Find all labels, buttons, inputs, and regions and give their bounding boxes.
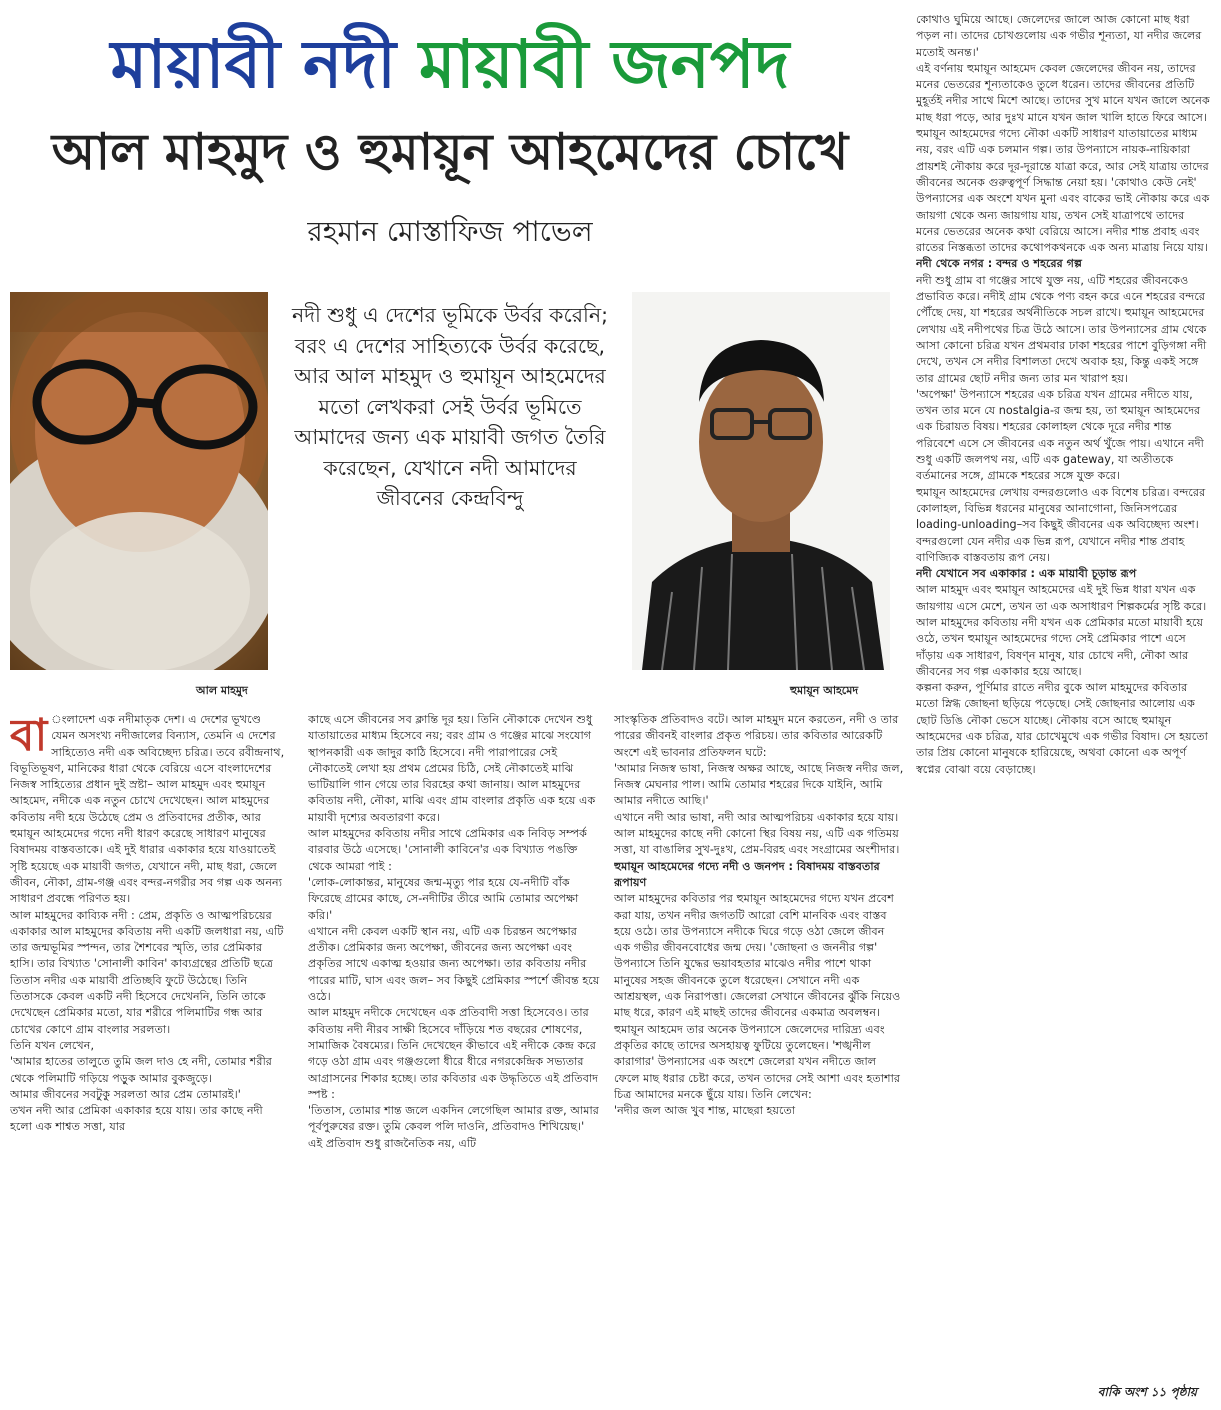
quote: কোথাও ঘুমিয়ে আছে। জেলেদের জালে আজ কোনো মাছ ধরা পড়ল না। তাদের চোখগুলোয় এক গভীর শূন্যতা, যা নদীর জলের মতোই অনন্ত।' [916,13,1202,59]
paragraph: কাছে এসে জীবনের সব ক্লান্তি দূর হয়। তিনি নৌকাকে দেখেন শুধু যাতায়াতের মাধ্যম হিসেবে নয়; বরং গ্রাম ও গঞ্জের মাঝে সংযোগ স্থাপনকারী এক জাদুর কাঠি হিসেবে। নদী পারাপারের সেই নৌকাতেই লেখা হয় প্রথম প্রেমের চিঠি, সেই নৌকাতেই মাঝি ভাটিয়ালি গান গেয়ে তার বিরহের কথা জানায়। আল মাহমুদের কবিতায় নদী, নৌকা, মাঝি এবং গ্রাম বাংলার প্রকৃতি এক হয়ে এক মায়াবী দৃশ্যের অবতারণা করে। [308,713,596,824]
quote: 'আমার হাতের তালুতে তুমি জল দাও হে নদী, তোমার শরীর থেকে পলিমাটি গড়িয়ে পড়ুক আমার বুকজুড়ে। [10,1055,272,1085]
portrait-illustration [10,292,268,670]
section-heading: নদী থেকে নগর : বন্দর ও শহরের গল্প [916,257,1082,271]
paragraph: এখানে নদী কেবল একটি স্থান নয়, এটি এক চিরন্তন অপেক্ষার প্রতীক। প্রেমিকার জন্য অপেক্ষা, জীবনের জন্য অপেক্ষা এবং প্রকৃতির সাথে একাত্ম হওয়ার জন্য অপেক্ষা। তার কবিতায় নদীর পারের মাটি, ঘাস এবং জল– সব কিছুই প্রেমিকার স্পর্শে জীবন্ত হয়ে ওঠে। [308,924,600,1004]
article-column-3 [614,712,904,1382]
al-mahmud-photo [10,292,268,670]
quote: 'নদীর জল আজ খুব শান্ত, মাছেরা হয়তো [614,1104,796,1118]
paragraph: হুমায়ূন আহমেদ তার অনেক উপন্যাসে জেলেদের দারিদ্র্য এবং প্রকৃতির কাছে তাদের অসহায়ত্ব ফুটিয়ে তুলেছেন। 'শঙ্খনীল কারাগার' উপন্যাসের এক অংশে জেলেরা যখন নদীতে জাল ফেলে মাছ ধরার চেষ্টা করে, তখন তাদের সেই আশা এবং হতাশার চিত্র আমাদের মনকে ছুঁয়ে যায়। তিনি লেখেন: [614,1022,901,1101]
paragraph: আল মাহমুদের কবিতার পর হুমায়ূন আহমেদের গদ্যে যখন প্রবেশ করা যায়, তখন নদীর জগতটি আরো বেশি মানবিক এবং বাস্তব হয়ে ওঠে। তার উপন্যাসে নদীকে ঘিরে গড়ে ওঠা জেলে জীবন এক গভীর জীবনবোধের জন্ম দেয়। 'জোছনা ও জননীর গল্প' উপন্যাসে তিনি যুদ্ধের ভয়াবহতার মাঝেও নদীর পাশে থাকা মানুষের সহজ জীবনকে তুলে ধরেছেন। সেখানে নদী এক আশ্রয়স্থল, এক নিরাপত্তা। জেলেরা সেখানে জীবনের ঝুঁকি নিয়েও মাছ ধরে, কারণ এই মাছই তাদের জীবনের একমাত্র অবলম্বন। [614,892,901,1020]
paragraph: তিনি যখন লেখেন, [10,1038,95,1052]
paragraph: এখানে নদী আর ভাষা, নদী আর আত্মপরিচয় একাকার হয়ে যায়। আল মাহমুদের কাছে নদী কোনো স্থির বিষয় নয়, এটি এক গতিময় সত্তা, যা বাঙালির সুখ-দুঃখ, প্রেম-বিরহ এবং সংগ্রামের অংশীদার। [614,810,900,857]
paragraph [10,712,288,908]
article-column-2 [308,712,600,1382]
subheadline: আল মাহমুদ ও হুমায়ূন আহমেদের চোখে [51,123,849,181]
headline-part1: মায়াবী নদী [110,26,397,103]
paragraph: এই প্রতিবাদ শুধু রাজনৈতিক নয়, এটি [308,1136,477,1150]
paragraph: হুমায়ূন আহমেদের গদ্যে নৌকা একটি সাধারণ যাতায়াতের মাধ্যম নয়, বরং এটি এক চলমান গল্প। তার উপন্যাসে নায়ক-নায়িকারা প্রায়শই নৌকায় করে দূর-দূরান্তে যাত্রা করে, আর সেই যাত্রায় তাদের জীবনের অনেক গুরুত্বপূর্ণ সিদ্ধান্ত নেয়া হয়। 'কোথাও কেউ নেই' উপন্যাসের এক অংশে যখন মুনা এবং বাকের ভাই নৌকায় করে এক জায়গা থেকে অন্য জায়গায় যায়, তখন সেই যাত্রাপথে তাদের মনের ভেতরের অনেক কথা বেরিয়ে আসে। নদীর শান্ত প্রবাহ এবং রাতের নিস্তব্ধতা তাদের কথোপকথনকে এক অন্য মাত্রায় নিয়ে যায়। [916,127,1210,255]
quote: 'তিতাস, তোমার শান্ত জলে একদিন লেগেছিল আমার রক্ত, আমার পূর্বপুরুষের রক্ত। তুমি কেবল পলি দাওনি, প্রতিবাদও শিখিয়েছ।' [308,1104,599,1134]
byline: রহমান মোস্তাফিজ পাভেল [307,215,593,248]
article-column-1 [10,712,288,1382]
headline [0,20,900,110]
paragraph: 'অপেক্ষা' উপন্যাসে শহরের এক চরিত্র যখন গ্রামের নদীতে যায়, তখন তার মনে যে nostalgia-র জন্ম হয়, তা হুমায়ূন আহমেদের এক চিরায়ত বিষয়। শহরের কোলাহল থেকে দূরে নদীর শান্ত পরিবেশে এসে সে জীবনের এক নতুন অর্থ খুঁজে পায়। এখানে নদী শুধু একটি জলপথ নয়, এটি এক gateway, যা অতীতকে বর্তমানের সঙ্গে, গ্রামকে শহরের সঙ্গে যুক্ত করে। [916,387,1204,483]
paragraph: তখন নদী আর প্রেমিকা একাকার হয়ে যায়। তার কাছে নদী হলো এক শাশ্বত সত্তা, যার [10,1104,263,1134]
paragraph: সাংস্কৃতিক প্রতিবাদও বটে। আল মাহমুদ মনে করতেন, নদী ও তার পারের জীবনই বাংলার প্রকৃত পরিচয়। তার কবিতার আরেকটি অংশে এই ভাবনার প্রতিফলন ঘটে: [614,713,899,759]
quote: 'আমার নিজস্ব ভাষা, নিজস্ব অক্ষর আছে, আছে নিজস্ব নদীর জল, নিজস্ব মেঘনার পাল। আমি তোমার শহরের দিকে যাইনি, আমি আমার নদীতে আছি।' [614,761,904,808]
paragraph-text: ংলাদেশ এক নদীমাতৃক দেশ। এ দেশের ভূখণ্ডে যেমন অসংখ্য নদীজালের বিন্যাস, তেমনি এ দেশের সাহিত্যেও নদী এক অবিচ্ছেদ্য চরিত্র। তবে রবীন্দ্রনাথ, বিভূতিভূষণ, মানিকের ধারা থেকে বেরিয়ে এসে বাংলাদেশের নিজস্ব সাহিত্যের প্রধান দুই স্রষ্টা– আল মাহমুদ এবং হুমায়ূন আহমেদ, নদীকে এক নতুন চোখে দেখেছেন। আল মাহমুদের কবিতায় নদী হয়ে উঠেছে প্রেম ও প্রতিবাদের প্রতীক, আর হুমায়ূন আহমেদের গদ্যে নদী ধারণ করেছে সাধারণ মানুষের বিষাদময় বাস্তবতাকে। এই দুই ধারার একাকার হয়ে যাওয়াতেই সৃষ্টি হয়েছে এক মায়াবী জগত, যেখানে নদী, মাছ ধরা, জেলে জীবন, নৌকা, গ্রাম-গঞ্জ এবং বন্দর-নগরীর সব গল্প এক অনন্য সাধারণ প্রবন্ধে পরিণত হয়। [10,713,285,906]
headline-part2: মায়াবী জনপদ [419,26,790,103]
continued-note: বাকি অংশ ১১ পৃষ্ঠায় [1097,1385,1197,1399]
section-heading: হুমায়ূন আহমেদের গদ্যে নদী ও জনপদ : বিষাদময় বাস্তবতার রূপায়ণ [614,859,880,889]
quote: 'লোক-লোকান্তর, মানুষের জন্ম-মৃত্যু পার হয়ে যে-নদীটি বাঁক ফিরেছে গ্রামের কাছে, সে-নদীটির তীরে আমি তোমার অপেক্ষা করি।' [308,875,579,922]
paragraph: কল্পনা করুন, পূর্ণিমার রাতে নদীর বুকে আল মাহমুদের কবিতার মতো স্নিগ্ধ জোছনা ছড়িয়ে পড়েছে। সেই জোছনার আলোয় এক ছোট ডিঙি নৌকা ভেসে যাচ্ছে। নৌকায় বসে আছে হুমায়ূন আহমেদের এক চরিত্র, যার চোখেমুখে এক গভীর বিষাদ। সে হয়তো তার প্রিয় কোনো মানুষকে হারিয়েছে, অথবা কোনো এক অপূর্ণ স্বপ্নের বোঝা বয়ে বেড়াচ্ছে। [916,681,1208,776]
paragraph: আল মাহমুদ নদীকে দেখেছেন এক প্রতিবাদী সত্তা হিসেবেও। তার কবিতায় নদী নীরব সাক্ষী হিসেবে দাঁড়িয়ে শত বছরের শোষণের, সামাজিক বৈষম্যের। তিনি দেখেছেন কীভাবে এই নদীকে কেন্দ্র করে গড়ে ওঠা গ্রাম এবং গঞ্জগুলো ধীরে ধীরে নগরকেন্দ্রিক সভ্যতার আগ্রাসনের শিকার হচ্ছে। তার কবিতার এক উদ্ধৃতিতে এই প্রতিবাদ স্পষ্ট : [308,1006,599,1101]
portrait-illustration [632,292,890,670]
paragraph: হুমায়ূন আহমেদের লেখায় বন্দরগুলোও এক বিশেষ চরিত্র। বন্দরের কোলাহল, বিভিন্ন ধরনের মানুষের আনাগোনা, জিনিসপত্রের loading-unloading–সব কিছুই জীবনের এক অবিচ্ছেদ্য অংশ। বন্দরগুলো যেন নদীর এক ভিন্ন রূপ, যেখানে নদীর শান্ত প্রবাহ বাণিজ্যিক বাস্তবতায় রূপ নেয়। [916,485,1206,564]
humayun-ahmed-caption: হুমায়ূন আহমেদ [790,684,859,697]
section-heading: নদী যেখানে সব একাকার : এক মায়াবী চূড়ান্ত রূপ [916,567,1137,581]
paragraph: আল মাহমুদের কবিতায় নদীর সাথে প্রেমিকার এক নিবিড় সম্পর্ক বারবার উঠে এসেছে। 'সোনালী কাবিনে'র এক বিখ্যাত পঙক্তি থেকে আমরা পাই : [308,827,588,873]
paragraph: এই বর্ণনায় হুমায়ূন আহমেদ কেবল জেলেদের জীবন নয়, তাদের মনের ভেতরের শূন্যতাকেও তুলে ধরেন। তাদের জীবনের প্রতিটি মুহূর্তই নদীর সাথে মিশে আছে। তাদের সুখ মানে যখন জালে অনেক মাছ ধরা পড়ে, আর দুঃখ মানে যখন জাল খালি হাতে ফিরে আসে। [916,61,1210,124]
al-mahmud-caption: আল মাহমুদ [196,684,248,697]
humayun-ahmed-photo [632,292,890,670]
article-column-4 [916,12,1210,1376]
paragraph: আল মাহমুদ এবং হুমায়ূন আহমেদের এই দুই ভিন্ন ধারা যখন এক জায়গায় এসে মেশে, তখন তা এক অসাধারণ শিল্পকর্মের সৃষ্টি করে। আল মাহমুদের কবিতায় নদী যখন এক প্রেমিকার মতো মায়াবী হয়ে ওঠে, তখন হুমায়ূন আহমেদের গদ্যে সেই প্রেমিকার পাশে এসে দাঁড়ায় এক সাধারণ, বিষণ্ন মানুষ, যার চোখে নদী, নৌকা আর জীবনের সব গল্প একাকার হয়ে আছে। [916,583,1207,678]
paragraph: নদী শুধু গ্রাম বা গঞ্জের সাথে যুক্ত নয়, এটি শহরের জীবনকেও প্রভাবিত করে। নদীই গ্রাম থেকে পণ্য বহন করে এনে শহরের বন্দরে পৌঁছে দেয়, যা শহরের অর্থনীতিকে সচল রাখে। হুমায়ূন আহমেদের লেখায় এই নদীপথের চিত্র উঠে আসে। তার উপন্যাসের গ্রাম থেকে আসা কোনো চরিত্র যখন প্রথমবার ঢাকা শহরের পাশে বুড়িগঙ্গা নদী দেখে, তখন সে নদীর বিশালতা দেখে অবাক হয়, কিন্তু একই সঙ্গে তার গ্রামের ছোট নদীর জন্য তার মন খারাপ হয়। [916,273,1207,385]
paragraph: আল মাহমুদের কাব্যিক নদী : প্রেম, প্রকৃতি ও আত্মপরিচয়ের একাকার আল মাহমুদের কবিতায় নদী একটি জলধারা নয়, এটি তার জন্মভূমির স্পন্দন, তার শৈশবের স্মৃতি, তার প্রেমিকার হাসি। তার বিখ্যাত 'সোনালী কাবিন' কাব্যগ্রন্থের প্রতিটি ছত্রে তিতাস নদীর এক মায়াবী প্রতিচ্ছবি ফুটে উঠেছে। তিনি তিতাসকে কেবল একটি নদী হিসেবে দেখেননি, তিনি তাকে দেখেছেন প্রেমিকার মতো, যার শরীরে পলিমাটির গন্ধ আর চোখের কোণে গ্রাম বাংলার সরলতা। [10,908,284,1036]
pull-quote: নদী শুধু এ দেশের ভূমিকে উর্বর করেনি; বরং এ দেশের সাহিত্যকে উর্বর করেছে, আর আল মাহমুদ ও হুমায়ূন আহমেদের মতো লেখকরা সেই উর্বর ভূমিতে আমাদের জন্য এক মায়াবী জগত তৈরি করেছেন, যেখানে নদী আমাদের জীবনের কেন্দ্রবিন্দু [291,303,609,510]
drop-cap: বা [10,712,48,761]
quote: আমার জীবনের সবটুকু সরলতা আর প্রেম তোমারই।' [10,1087,241,1101]
